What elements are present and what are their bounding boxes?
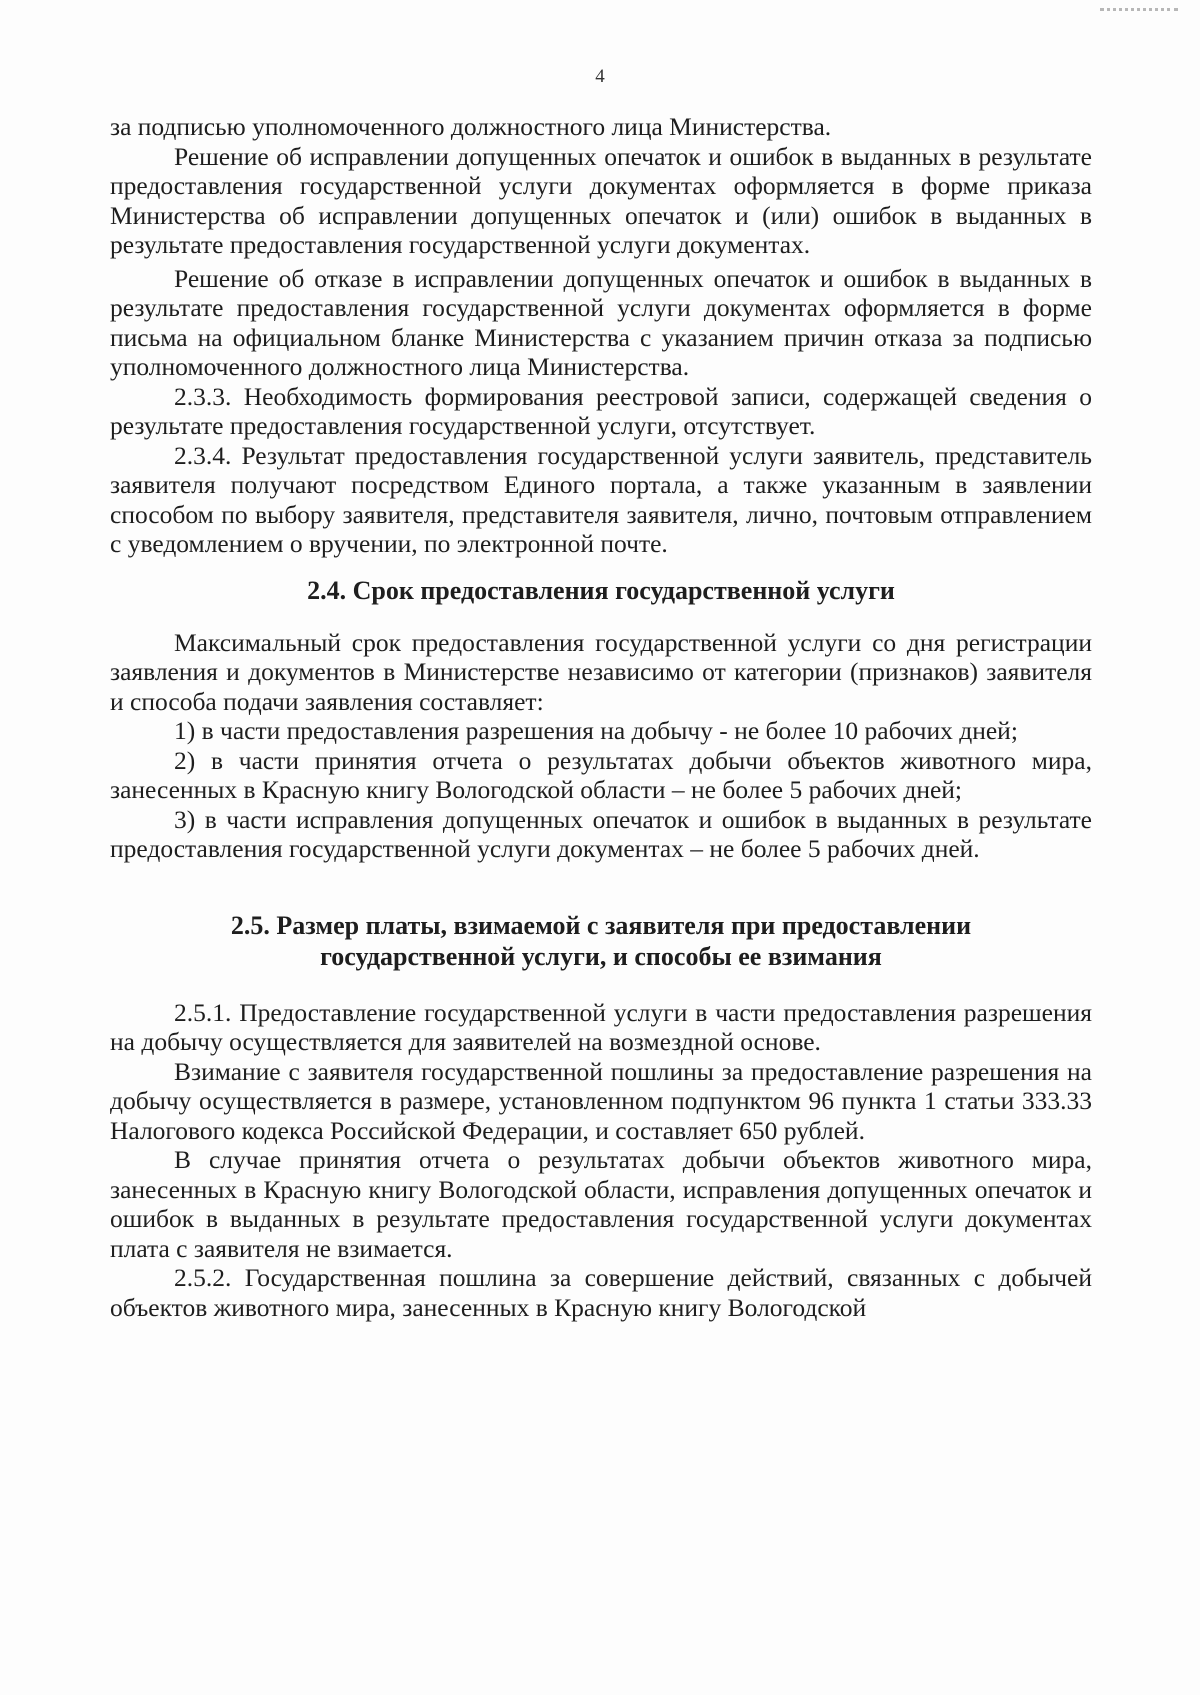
paragraph-max-term: Максимальный срок предоставления государственной услуги со дня регистрации заявления и документов в Министерстве независимо от категории (признаков) заявителя и способа подачи заявления составляет: — [110, 627, 1092, 716]
scan-artifact — [1100, 0, 1178, 11]
paragraph-refusal-decision: Решение об отказе в исправлении допущенных опечаток и ошибок в выданных в результате предоставления государственной услуги документах оформляется в форме письма на официальном бланке Министерства с указанием причин отказа за подписью уполномоченного должностного лица Министерства. — [110, 263, 1092, 381]
section-heading-2-5: 2.5. Размер платы, взимаемой с заявителя при предоставлении государственной услуги, и способы ее взимания — [230, 910, 972, 971]
list-item-2: 2) в части принятия отчета о результатах добычи объектов животного мира, занесенных в Красную книгу Вологодской области – не более 5 рабочих дней; — [110, 745, 1092, 804]
paragraph-correction-decision: Решение об исправлении допущенных опечаток и ошибок в выданных в результате предоставления государственной услуги документах оформляется в форме приказа Министерства об исправлении допущенных опечаток и (или) ошибок в выданных в результате предоставления государственной услуги документах. — [110, 141, 1092, 259]
list-item-3: 3) в части исправления допущенных опечаток и ошибок в выданных в результате предоставления государственной услуги документах – не более 5 рабочих дней. — [110, 804, 1092, 863]
paragraph-2-3-4: 2.3.4. Результат предоставления государственной услуги заявитель, представитель заявителя получают посредством Единого портала, а также указанным в заявлении способом по выбору заявителя, представителя заявителя, лично, почтовым отправлением с уведомлением о вручении, по электронной почте. — [110, 440, 1092, 558]
list-item-1: 1) в части предоставления разрешения на добычу - не более 10 рабочих дней; — [174, 716, 1018, 745]
paragraph-2-3-3: 2.3.3. Необходимость формирования реестровой записи, содержащей сведения о результате предоставления государственной услуги, отсутствует. — [110, 381, 1092, 440]
paragraph-fee: Взимание с заявителя государственной пошлины за предоставление разрешения на добычу осуществляется в размере, установленном подпунктом 96 пункта 1 статьи 333.33 Налогового кодекса Российской Федерации, и составляет 650 рублей. — [110, 1056, 1092, 1145]
page-number: 4 — [595, 66, 605, 87]
paragraph-continuation: за подписью уполномоченного должностного лица Министерства. — [110, 112, 832, 141]
paragraph-no-fee: В случае принятия отчета о результатах добычи объектов животного мира, занесенных в Красную книгу Вологодской области, исправления допущенных опечаток и ошибок в выданных в результате предоставления государственной услуги документах плата с заявителя не взимается. — [110, 1145, 1092, 1263]
paragraph-2-5-1: 2.5.1. Предоставление государственной услуги в части предоставления разрешения на добычу осуществляется для заявителей на возмездной основе. — [110, 997, 1092, 1056]
paragraph-2-5-2: 2.5.2. Государственная пошлина за совершение действий, связанных с добычей объектов животного мира, занесенных в Красную книгу Вологодской — [110, 1263, 1092, 1322]
section-heading-2-4: 2.4. Срок предоставления государственной услуги — [307, 575, 895, 605]
document-body — [110, 112, 1092, 1322]
